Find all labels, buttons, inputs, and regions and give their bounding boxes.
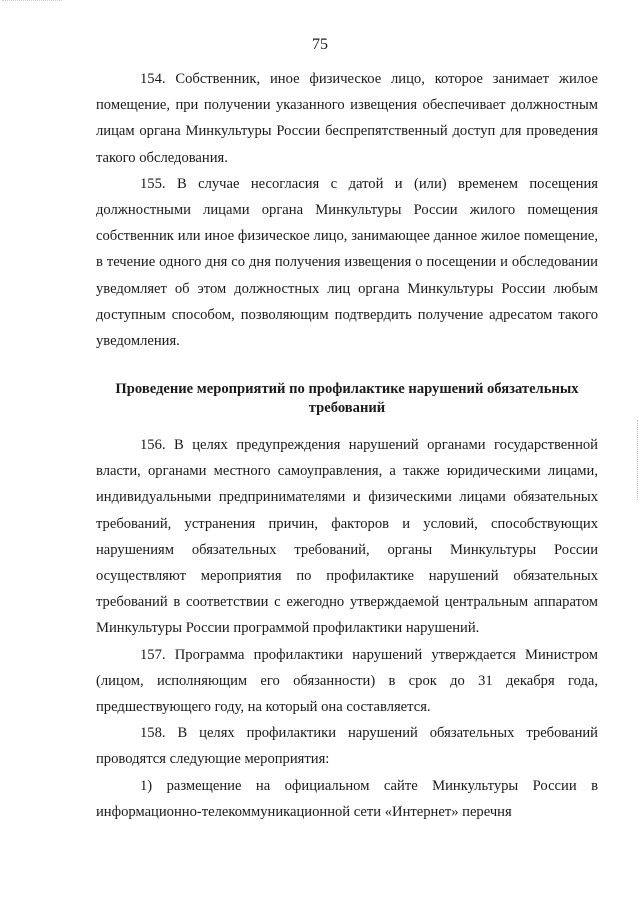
scan-artifact	[2, 0, 62, 3]
page-number: 75	[312, 36, 328, 53]
paragraph-158: 158. В целях профилактики нарушений обязательных требований проводятся следующие мероприятия:	[96, 725, 598, 768]
section-heading-line-2: требований	[308, 400, 386, 416]
paragraph-154: 154. Собственник, иное физическое лицо, которое занимает жилое помещение, при получении указанного извещения обеспечивает должностным лицам органа Минкультуры России беспрепятственный доступ для проведения такого обследования.	[96, 71, 598, 166]
section-heading-line-1: Проведение мероприятий по профилактике нарушений обязательных	[115, 381, 579, 397]
paragraph-156: 156. В целях предупреждения нарушений органами государственной власти, органами местного самоуправления, а также юридическими лицами, индивидуальными предпринимателями и физическими лицами обязательных требований, устранения причин, факторов и условий, способствующих нарушениям обязательных требований, органы Минкультуры России осуществляют мероприятия по профилактике нарушений обязательных требований в соответствии с ежегодно утверждаемой центральным аппаратом Минкультуры России программой профилактики нарушений.	[96, 437, 598, 637]
section-heading	[96, 380, 598, 418]
text-block-bottom	[96, 432, 598, 825]
paragraph-157: 157. Программа профилактики нарушений утверждается Министром (лицом, исполняющим его обязанности) в срок до 31 декабря года, предшествующего году, на который она составляется.	[96, 646, 598, 716]
paragraph-155: 155. В случае несогласия с датой и (или) временем посещения должностными лицами органа Минкультуры России жилого помещения собственник или иное физическое лицо, занимающее данное жилое помещение, в течение одного дня со дня получения извещения о посещении и обследовании уведомляет об этом должностных лиц органа Минкультуры России любым доступным способом, позволяющим подтвердить получение адресатом такого уведомления.	[96, 175, 598, 350]
list-item-1: 1) размещение на официальном сайте Минкультуры России в информационно-телекоммуникационной сети «Интернет» перечня	[96, 777, 598, 820]
scan-artifact-edge	[634, 420, 638, 500]
text-block-top	[96, 66, 598, 354]
